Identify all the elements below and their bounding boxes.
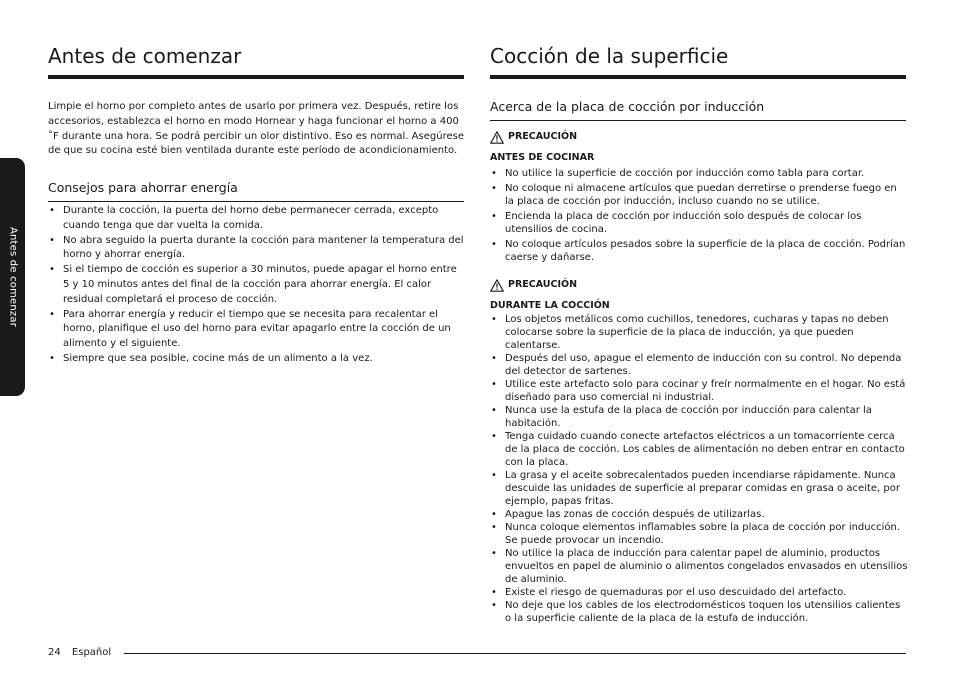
energy-tips-heading: Consejos para ahorrar energía [48, 180, 238, 195]
list-item: • Nunca coloque elementos inflamables sobre la placa de cocción por inducción. Se puede provocar un incendio. [490, 521, 908, 547]
list-item: • No coloque ni almacene artículos que puedan derretirse o prenderse fuego en la placa de cocción por inducción, incluso cuando no se utilice. [490, 182, 908, 208]
caution-before-list [490, 167, 908, 264]
list-item: • Después del uso, apague el elemento de inducción con su control. No dependa del detector de sartenes. [490, 352, 908, 378]
induction-heading-rule [490, 120, 906, 121]
list-item: • Utilice este artefacto solo para cocinar y freír normalmente en el hogar. No está diseñado para uso comercial ni industrial. [490, 378, 908, 404]
page-footer [48, 647, 111, 658]
caution-label: PRECAUCIÓN [508, 279, 578, 290]
list-item: • Apague las zonas de cocción después de utilizarlas. [490, 508, 908, 521]
side-tab-label: Antes de comenzar [7, 226, 18, 328]
list-item: • Para ahorrar energía y reducir el tiempo que se necesita para recalentar el horno, planifique el uso del horno para evitar apagarlo entre la cocción de un alimento y el siguiente. [48, 308, 466, 352]
side-section-tab [0, 158, 25, 396]
left-page-title: Antes de comenzar [48, 44, 242, 68]
list-item: • Si el tiempo de cocción es superior a 30 minutos, puede apagar el horno entre 5 y 10 minutos antes del final de la cocción para ahorrar energía. El calor residual completará el proceso de cocción. [48, 263, 466, 307]
energy-tips-list [48, 204, 466, 367]
caution-before-label-row [490, 130, 908, 144]
caution-subheading: ANTES DE COCINAR [490, 152, 595, 163]
intro-paragraph: Limpie el horno por completo antes de usarlo por primera vez. Después, retire los accesorios, establezca el horno en modo Hornear y haga funcionar el horno a 400 ˚F durante una hora. Se podrá percibir un olor distintivo. Eso es normal. Asegúrese de que su cocina esté bien ventilada durante este período de acondicionamiento. [48, 101, 464, 157]
caution-section-before [490, 130, 908, 264]
list-item: • Existe el riesgo de quemaduras por el uso descuidado del artefacto. [490, 586, 908, 599]
caution-section-during [490, 278, 908, 625]
list-item: • No utilice la superficie de cocción por inducción como tabla para cortar. [490, 167, 908, 180]
list-item: • Durante la cocción, la puerta del horno debe permanecer cerrada, excepto cuando tenga que dar vuelta la comida. [48, 204, 466, 234]
warning-triangle-icon [490, 131, 504, 144]
list-item: • Encienda la placa de cocción por inducción solo después de colocar los utensilios de cocina. [490, 210, 908, 236]
page-number: 24 [48, 647, 61, 658]
right-page-title: Cocción de la superficie [490, 44, 729, 68]
caution-during-label-row [490, 278, 908, 292]
caution-subheading: DURANTE LA COCCIÓN [490, 300, 610, 311]
induction-heading: Acerca de la placa de cocción por inducción [490, 99, 765, 114]
right-title-rule [490, 75, 906, 79]
list-item: • Los objetos metálicos como cuchillos, tenedores, cucharas y tapas no deben colocarse sobre la superficie de la placa de inducción, ya que pueden calentarse. [490, 313, 908, 352]
list-item: • La grasa y el aceite sobrecalentados pueden incendiarse rápidamente. Nunca descuide las unidades de superficie al preparar comidas en grasa o aceite, por ejemplo, papas fritas. [490, 469, 908, 508]
list-item: • No abra seguido la puerta durante la cocción para mantener la temperatura del horno y ahorrar energía. [48, 234, 466, 264]
footer-rule [124, 653, 906, 654]
left-title-rule [48, 75, 464, 79]
warning-triangle-icon [490, 279, 504, 292]
list-item: • Nunca use la estufa de la placa de cocción por inducción para calentar la habitación. [490, 404, 908, 430]
energy-tips-list-container [48, 204, 466, 367]
caution-label: PRECAUCIÓN [508, 131, 578, 142]
energy-tips-rule [48, 201, 464, 202]
list-item: • Tenga cuidado cuando conecte artefactos eléctricos a un tomacorriente cerca de la placa de cocción. Los cables de alimentación no deben entrar en contacto con la placa. [490, 430, 908, 469]
list-item: • Siempre que sea posible, cocine más de un alimento a la vez. [48, 352, 466, 367]
footer-language: Español [71, 647, 112, 658]
caution-during-list [490, 313, 908, 625]
list-item: • No utilice la placa de inducción para calentar papel de aluminio, productos envueltos en papel de aluminio o alimentos congelados envasados en utensilios de aluminio. [490, 547, 908, 586]
list-item: • No coloque artículos pesados sobre la superficie de la placa de cocción. Podrían caerse y dañarse. [490, 238, 908, 264]
list-item: • No deje que los cables de los electrodomésticos toquen los utensilios calientes o la superficie caliente de la placa de la estufa de inducción. [490, 599, 908, 625]
